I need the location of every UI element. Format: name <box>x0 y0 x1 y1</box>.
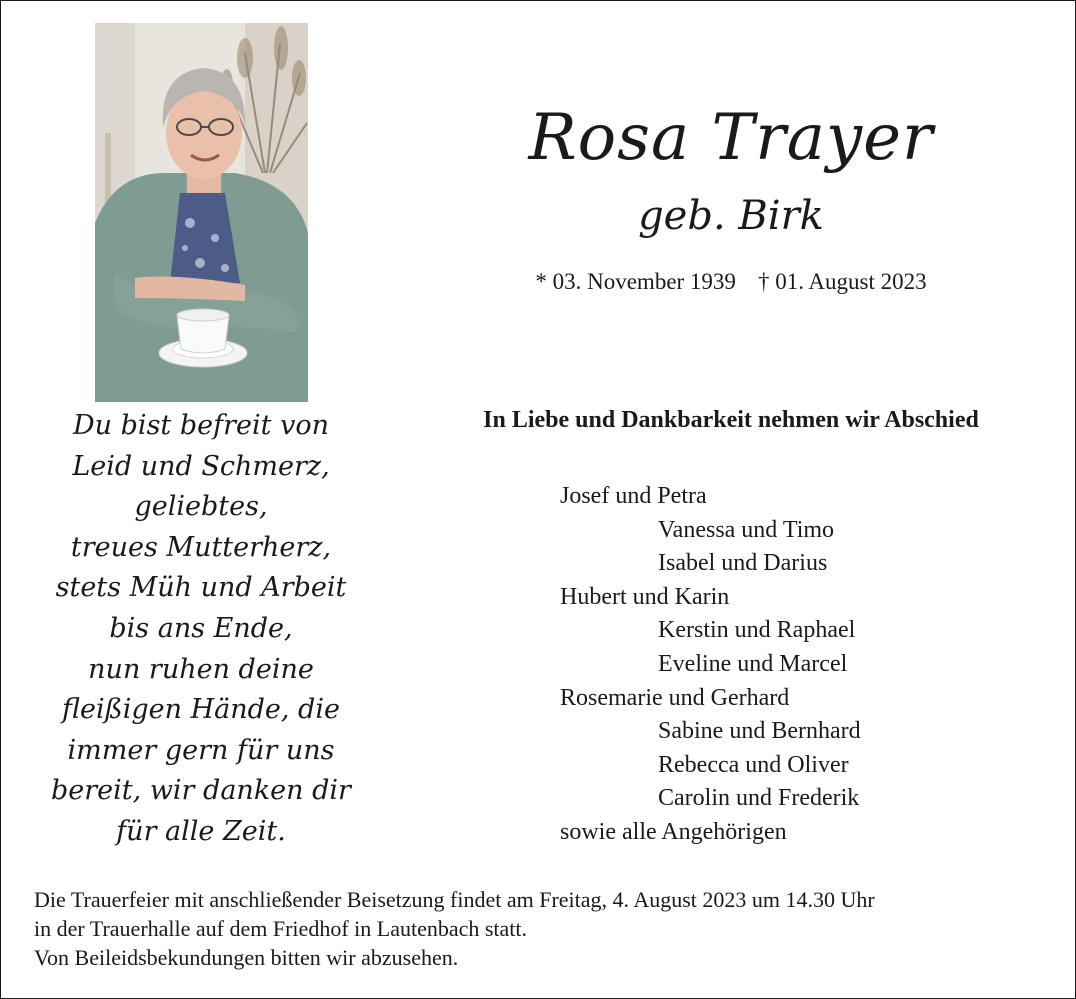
poem-line: bereit, wir danken dir <box>51 775 351 807</box>
family-member: Rebecca und Oliver <box>658 751 849 778</box>
poem-line: nun ruhen deine <box>88 653 314 685</box>
notice-line: in der Trauerhalle auf dem Friedhof in Lautenbach statt. <box>34 916 528 941</box>
family-member: Hubert und Karin <box>560 583 730 610</box>
portrait-illustration <box>95 23 308 402</box>
family-member: Vanessa und Timo <box>658 516 835 543</box>
poem-line: treues Mutterherz, <box>70 531 332 563</box>
death-date: † 01. August 2023 <box>757 269 927 294</box>
poem-line: immer gern für uns <box>67 734 335 766</box>
maiden-name: geb. Birk <box>638 193 824 239</box>
poem-line: geliebtes, <box>134 491 268 523</box>
poem-line: stets Müh und Arbeit <box>55 572 347 604</box>
portrait-photo <box>95 23 308 402</box>
family-member: Sabine und Bernhard <box>658 718 861 745</box>
birth-date: * 03. November 1939 <box>535 269 736 294</box>
family-list <box>560 480 1060 850</box>
family-member: Rosemarie und Gerhard <box>560 684 790 711</box>
family-member: Kerstin und Raphael <box>658 617 856 644</box>
poem-line: fleißigen Hände, die <box>62 694 340 726</box>
poem-line: Du bist befreit von <box>73 410 329 441</box>
notice-line: Die Trauerfeier mit anschließender Beisetzung findet am Freitag, 4. August 2023 um 14.30 Uhr <box>34 887 875 912</box>
family-member: sowie alle Angehörigen <box>560 818 787 845</box>
poem-line: für alle Zeit. <box>116 815 286 847</box>
poem-line: Leid und Schmerz, <box>72 450 330 482</box>
family-member: Josef und Petra <box>560 483 707 509</box>
farewell-line: In Liebe und Dankbarkeit nehmen wir Abschied <box>483 407 979 433</box>
deceased-name: Rosa Trayer <box>528 101 934 175</box>
funeral-notice <box>34 885 1064 972</box>
family-member: Isabel und Darius <box>658 550 828 577</box>
family-member: Carolin und Frederik <box>658 785 860 812</box>
poem <box>21 406 381 853</box>
poem-line: bis ans Ende, <box>109 612 293 644</box>
life-dates <box>431 269 1031 295</box>
notice-line: Von Beileidsbekundungen bitten wir abzusehen. <box>34 945 459 970</box>
family-member: Eveline und Marcel <box>658 650 848 677</box>
